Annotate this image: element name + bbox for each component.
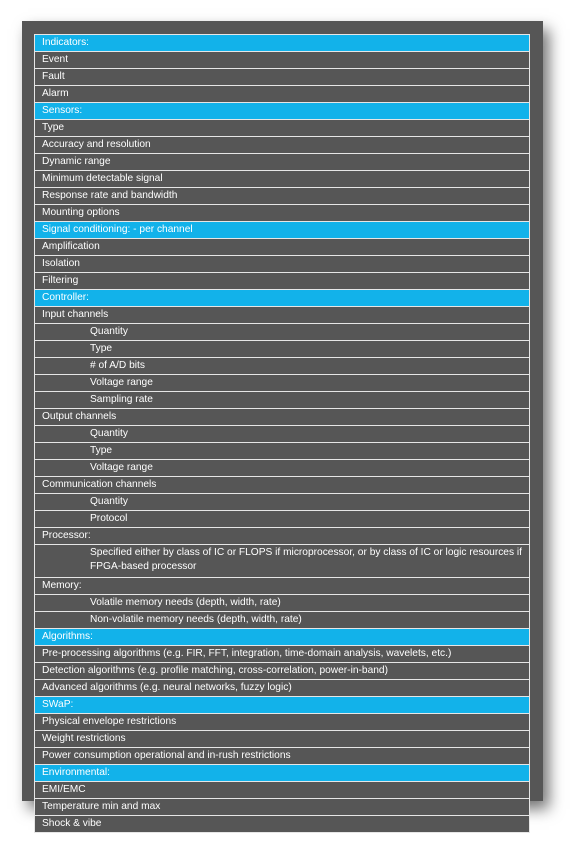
table-row [35, 443, 530, 460]
row-label: Quantity [35, 494, 530, 511]
table-row [35, 799, 530, 816]
row-label: Shock & vibe [35, 816, 530, 833]
row-label: Sampling rate [35, 392, 530, 409]
table-row [35, 477, 530, 494]
row-label: Output channels [35, 409, 530, 426]
row-label: Power consumption operational and in-rush restrictions [35, 748, 530, 765]
row-label: Response rate and bandwidth [35, 188, 530, 205]
section-header-row [35, 765, 530, 782]
table-row [35, 782, 530, 799]
table-row [35, 52, 530, 69]
table-row [35, 528, 530, 545]
table-row [35, 154, 530, 171]
table-row [35, 612, 530, 629]
table-row [35, 595, 530, 612]
section-header-row [35, 35, 530, 52]
spec-card [22, 21, 543, 829]
table-row [35, 511, 530, 528]
table-row [35, 307, 530, 324]
row-label: Quantity [35, 324, 530, 341]
row-label: Filtering [35, 273, 530, 290]
table-row [35, 646, 530, 663]
table-row [35, 426, 530, 443]
row-label: Voltage range [35, 460, 530, 477]
section-header-label: Controller: [35, 290, 530, 307]
table-row [35, 137, 530, 154]
table-row [35, 188, 530, 205]
row-label: Fault [35, 69, 530, 86]
row-label: Dynamic range [35, 154, 530, 171]
requirements-table [34, 34, 530, 833]
row-label: Event [35, 52, 530, 69]
row-label: Communication channels [35, 477, 530, 494]
section-header-label: Algorithms: [35, 629, 530, 646]
table-row [35, 256, 530, 273]
table-row [35, 375, 530, 392]
row-label: Processor: [35, 528, 530, 545]
row-label: Temperature min and max [35, 799, 530, 816]
section-header-row [35, 290, 530, 307]
row-label: Type [35, 341, 530, 358]
row-label: Specified either by class of IC or FLOPS if microprocessor, or by class of IC or logic resources if FPGA-based processor [35, 545, 530, 578]
section-header-row [35, 222, 530, 239]
section-header-label: Indicators: [35, 35, 530, 52]
row-label: Non-volatile memory needs (depth, width, rate) [35, 612, 530, 629]
table-row [35, 680, 530, 697]
row-label: Volatile memory needs (depth, width, rate) [35, 595, 530, 612]
section-header-label: Environmental: [35, 765, 530, 782]
table-row [35, 324, 530, 341]
table-row [35, 731, 530, 748]
row-label: Quantity [35, 426, 530, 443]
section-header-label: Signal conditioning: - per channel [35, 222, 530, 239]
row-label: Physical envelope restrictions [35, 714, 530, 731]
section-header-label: SWaP: [35, 697, 530, 714]
table-row [35, 69, 530, 86]
table-row [35, 545, 530, 578]
row-label: Advanced algorithms (e.g. neural networks, fuzzy logic) [35, 680, 530, 697]
table-row [35, 392, 530, 409]
row-label: Amplification [35, 239, 530, 256]
section-header-row [35, 103, 530, 120]
row-label: Mounting options [35, 205, 530, 222]
table-row [35, 273, 530, 290]
table-row [35, 816, 530, 833]
table-row [35, 663, 530, 680]
row-label: Alarm [35, 86, 530, 103]
row-label: Memory: [35, 578, 530, 595]
table-row [35, 86, 530, 103]
table-row [35, 341, 530, 358]
row-label: Voltage range [35, 375, 530, 392]
table-row [35, 578, 530, 595]
table-row [35, 748, 530, 765]
table-row [35, 358, 530, 375]
row-label: Isolation [35, 256, 530, 273]
row-label: # of A/D bits [35, 358, 530, 375]
row-label: Type [35, 443, 530, 460]
row-label: Detection algorithms (e.g. profile matching, cross-correlation, power-in-band) [35, 663, 530, 680]
section-header-row [35, 697, 530, 714]
section-header-row [35, 629, 530, 646]
table-row [35, 494, 530, 511]
table-row [35, 714, 530, 731]
table-row [35, 239, 530, 256]
row-label: EMI/EMC [35, 782, 530, 799]
row-label: Protocol [35, 511, 530, 528]
row-label: Type [35, 120, 530, 137]
table-row [35, 460, 530, 477]
row-label: Pre-processing algorithms (e.g. FIR, FFT, integration, time-domain analysis, wavelets, etc.) [35, 646, 530, 663]
requirements-table-body [35, 35, 530, 833]
table-row [35, 409, 530, 426]
row-label: Minimum detectable signal [35, 171, 530, 188]
row-label: Input channels [35, 307, 530, 324]
row-label: Accuracy and resolution [35, 137, 530, 154]
table-row [35, 120, 530, 137]
section-header-label: Sensors: [35, 103, 530, 120]
table-row [35, 171, 530, 188]
table-row [35, 205, 530, 222]
row-label: Weight restrictions [35, 731, 530, 748]
